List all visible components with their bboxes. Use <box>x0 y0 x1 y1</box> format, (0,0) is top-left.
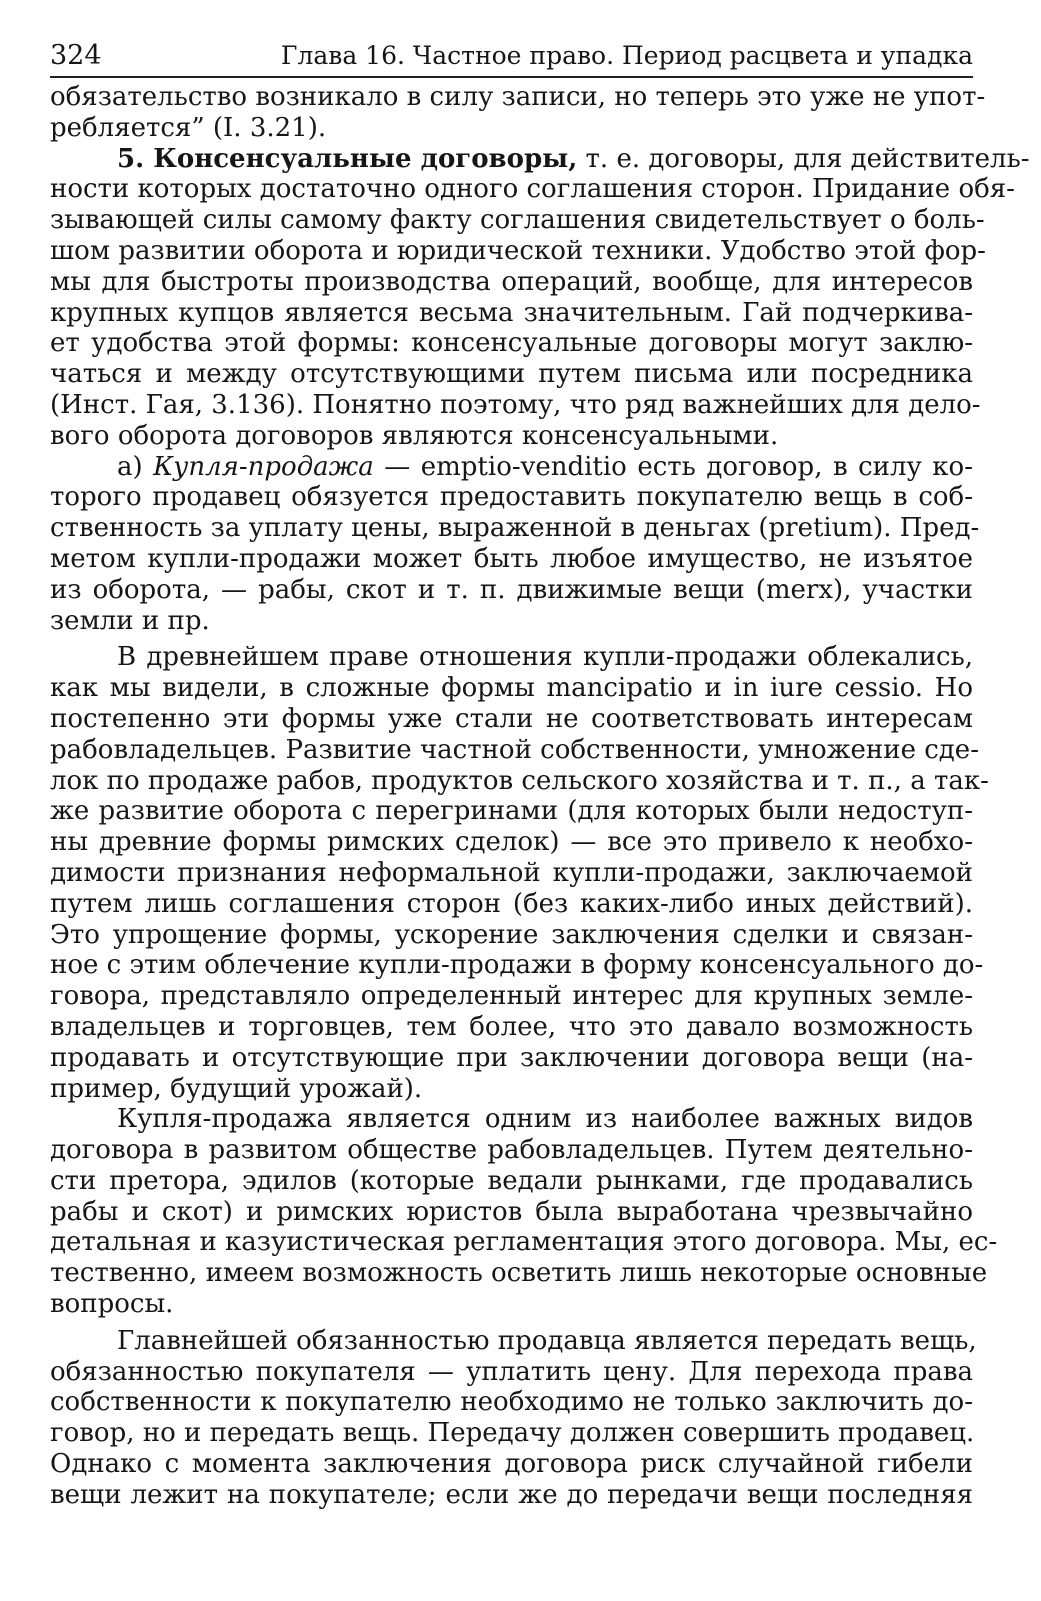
text-line: ное с этим облечение купли-продажи в форму консенсуального до- <box>50 950 984 981</box>
text-line: же развитие оборота с перегринами (для которых были недоступ- <box>50 796 973 827</box>
text-line: владельцев и торговцев, тем более, что это давало возможность <box>50 1011 973 1042</box>
text-line: ности которых достаточно одного соглашения сторон. Придание обя- <box>50 174 1015 205</box>
text-line: говор, но и передать вещь. Передачу должен совершить продавец. <box>50 1418 975 1449</box>
paragraph <box>50 1104 998 1320</box>
text-line: вопросы. <box>50 1289 174 1320</box>
text-line: димости признания неформальной купли-продажи, заключаемой <box>50 857 973 888</box>
text-line: крупных купцов является весьма значительным. Гай подчеркива- <box>50 297 973 328</box>
text-line: детальная и казуистическая регламентация этого договора. Мы, ес- <box>50 1227 998 1258</box>
text-line: Купля-продажа является одним из наиболее важных видов <box>117 1104 973 1135</box>
text-line: чаться и между отсутствующими путем письма или посредника <box>50 359 973 390</box>
text-line: лок по продаже рабов, продуктов сельского хозяйства и т. п., а так- <box>50 765 989 796</box>
text-line: (Инст. Гая, 3.136). Понятно поэтому, что ряд важнейших для дело- <box>50 389 981 420</box>
section-heading-inline: 5. Консенсуальные договоры, <box>117 143 578 174</box>
text-line: постепенно эти формы уже стали не соответствовать интересам <box>50 703 973 734</box>
paragraph <box>50 642 989 1104</box>
text-line: шом развитии оборота и юридической техники. Удобство этой фор- <box>50 235 986 266</box>
main-text <box>50 82 1030 1511</box>
text-line: торого продавец обязуется предоставить покупателю вещь в соб- <box>50 482 973 513</box>
text-line: путем лишь соглашения сторон (без каких-либо иных действий). <box>50 888 973 919</box>
text-line: ребляется” (I. 3.21). <box>50 112 327 143</box>
text-line: рабовладельцев. Развитие частной собственности, умножение сде- <box>50 734 979 765</box>
text-line: ет удобства этой формы: консенсуальные договоры могут заклю- <box>50 328 973 359</box>
page-number: 324 <box>50 40 102 71</box>
text-fragment: т. е. договоры, для действитель- <box>577 143 1030 174</box>
text-line: продавать и отсутствующие при заключении договора вещи (на- <box>50 1042 973 1073</box>
text-line: вещи лежит на покупателе; если же до передачи вещи последняя <box>50 1479 973 1510</box>
text-line: сти претора, эдилов (которые ведали рынками, где продавались <box>50 1165 973 1196</box>
term-italic: Купля-продажа <box>153 451 374 482</box>
text-line: из оборота, — рабы, скот и т. п. движимые вещи (merx), участки <box>50 574 973 605</box>
text-line: рабы и скот) и римских юристов была выработана чрезвычайно <box>50 1196 973 1227</box>
text-line: метом купли-продажи может быть любое имущество, не изъятое <box>50 543 973 574</box>
text-line: договора в развитом обществе рабовладельцев. Путем деятельно- <box>50 1135 973 1166</box>
text-fragment: — emptio-venditio есть договор, в силу ко- <box>373 451 973 482</box>
text-line: Главнейшей обязанностью продавца является передать вещь, <box>117 1325 977 1356</box>
book-page <box>50 36 1030 1511</box>
text-line: мы для быстроты производства операций, вообще, для интересов <box>50 266 973 297</box>
list-marker: а) <box>117 451 154 482</box>
text-line <box>50 143 1030 175</box>
text-line: обязательство возникало в силу записи, но теперь это уже не упот- <box>50 82 986 112</box>
paragraph <box>50 143 1030 452</box>
paragraph <box>50 451 980 637</box>
text-line: ны древние формы римских сделок) — все это привело к необхо- <box>50 827 973 858</box>
text-line <box>50 452 973 483</box>
paragraph <box>50 82 986 144</box>
text-line: говора, представляло определенный интерес для крупных земле- <box>50 981 973 1012</box>
text-line: Это упрощение формы, ускорение заключения сделки и связан- <box>50 919 973 950</box>
text-line: как мы видели, в сложные формы mancipatio и in iure cessio. Но <box>50 673 973 704</box>
text-line: вого оборота договоров являются консенсуальными. <box>50 420 779 451</box>
text-line: собственности к покупателю необходимо не только заключить до- <box>50 1387 973 1418</box>
text-line: Однако с момента заключения договора риск случайной гибели <box>50 1449 973 1480</box>
text-line: пример, будущий урожай). <box>50 1073 423 1104</box>
page-header <box>50 36 973 78</box>
text-line: тественно, имеем возможность осветить лишь некоторые основные <box>50 1258 988 1289</box>
running-title: Глава 16. Частное право. Период расцвета и упадка <box>280 41 973 70</box>
text-line: В древнейшем праве отношения купли-продажи облекались, <box>117 642 973 673</box>
text-line: земли и пр. <box>50 605 210 636</box>
text-line: обязанностью покупателя — уплатить цену. Для перехода права <box>50 1356 973 1387</box>
paragraph <box>50 1325 977 1511</box>
text-line: ственность за уплату цены, выраженной в деньгах (pretium). Пред- <box>50 513 980 544</box>
text-line: зывающей силы самому факту соглашения свидетельствует о боль- <box>50 205 985 236</box>
